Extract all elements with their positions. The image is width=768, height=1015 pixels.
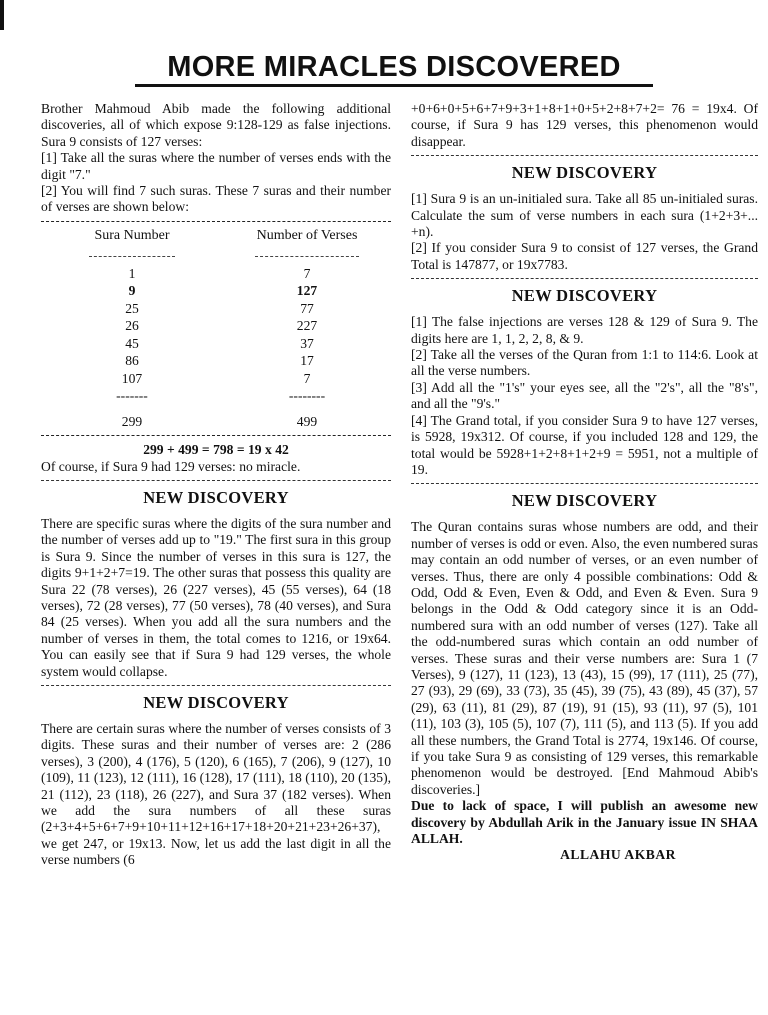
right-column [411,101,758,864]
digits-step-1: [1] The false injections are verses 128 & 129 of Sura 9. The digits here are 1, 1, 2, 2, 8, & 9. [411,314,758,346]
title-underline [135,84,653,87]
header-underline [41,246,223,264]
verse-count-cell: 7 [303,370,311,386]
left-column [41,101,391,869]
table-row [41,282,391,300]
section-heading: NEW DISCOVERY [511,163,658,183]
column-header-sura: Sura Number [94,227,170,243]
closing-phrase: ALLAHU AKBAR [560,847,676,863]
column-header-verses: Number of Verses [256,227,358,243]
table-row [41,265,391,283]
verse-count-cell: 227 [296,318,318,334]
uninitialed-step-2: [2] If you consider Sura 9 to consist of 127 verses, the Grand Total is 147877, or 19x7783. [411,240,758,272]
verses-total: 499 [296,413,318,429]
sura-table-body [41,265,391,388]
total-separator: ------- [116,388,148,404]
sura-number-cell: 25 [125,300,139,316]
intro-step-2: [2] You will find 7 such suras. These 7 suras and their number of verses are shown below: [41,183,391,215]
sura-total: 299 [121,413,143,429]
sura-number-cell: 26 [125,318,139,334]
section-heading: NEW DISCOVERY [511,286,658,306]
table-row [41,352,391,370]
table-row [41,335,391,353]
section-heading: NEW DISCOVERY [511,491,658,511]
sura-number-cell: 86 [125,353,139,369]
digits-step-2: [2] Take all the verses of the Quran from 1:1 to 114:6. Look at all the verse numbers. [411,347,758,379]
sura-table [41,228,391,430]
publication-note: Due to lack of space, I will publish an awesome new discovery by Abdullah Arik in the January issue IN SHAA ALLAH. [411,798,758,847]
sum-equation: 299 + 499 = 798 = 19 x 42 [143,442,289,458]
sura-number-cell: 107 [121,370,143,386]
scan-edge-mark [0,0,4,30]
sura-number-cell: 1 [128,265,136,281]
sura-number-cell: 9 [128,283,136,299]
table-top-rule [41,221,391,222]
section-heading: NEW DISCOVERY [143,693,289,713]
discovery-three-digit-continued: +0+6+0+5+6+7+9+3+1+8+1+0+5+2+8+7+2= 76 = 19x4. Of course, if Sura 9 has 129 verses, this phenomenon would disappear. [411,101,758,149]
uninitialed-step-1: [1] Sura 9 is an un-initialed sura. Take all 85 un-initialed suras. Calculate the sum of verse numbers in each sura (1+2+3+... +n). [411,191,758,240]
verse-count-cell: 77 [300,300,314,316]
section-heading: NEW DISCOVERY [143,487,289,507]
section-divider [411,155,758,156]
discovery-digits-19: There are specific suras where the digits of the sura number and the number of verses add up to "19." The first sura in this group is Sura 9. Since the number of verses in this sura is 127, the digits 9+1+2+7=19. The other suras that possess this quality are Sura 22 (78 verses), 26 (227 verses), 45 (55 verses), 64 (18 verses), 72 (28 verses), 77 (50 verses), 78 (40 verses), and Sura 84 (25 verses). When you add all the sura numbers and the number of verses in them, the total comes to 1216, or 19x64. You can easily see that if Sura 9 had 129 verses, the whole system would collapse. [41,515,391,679]
section-divider [41,685,391,686]
verse-count-cell: 127 [296,283,318,299]
intro-step-1: [1] Take all the suras where the number of verses ends with the digit "7." [41,150,391,182]
table-row [41,370,391,388]
section-divider [411,483,758,484]
header-underline [223,246,391,264]
total-separator: -------- [288,388,326,404]
section-divider [41,480,391,481]
verse-count-cell: 7 [303,265,311,281]
intro-paragraph: Brother Mahmoud Abib made the following additional discoveries, all of which expose 9:128-129 as false injections. Sura 9 consists of 127 verses: [41,101,391,149]
discovery-odd-even: The Quran contains suras whose numbers are odd, and their number of verses is odd or even. Also, the even numbered suras may contain an odd number of verses, or an even number of verses. Thus, there are only 4 possible combinations: Odd & Odd, Odd & Even, Even & Odd, and Even & Even. Sura 9 belongs in the Odd & Odd category since it is an Odd-numbered sura with an odd number of verses (127). Take all the odd-numbered suras which contain an odd number of verses. These suras and their verse numbers are: Sura 1 (7 Verses), 9 (127), 11 (123), 13 (43), 15 (99), 17 (111), 25 (77), 27 (93), 29 (69), 33 (73), 35 (45), 39 (75), 43 (89), 45 (37), 57 (29), 63 (11), 81 (29), 87 (19), 91 (15), 93 (11), 97 (5), 101 (11), 103 (3), 105 (5), 107 (7), 111 (5), and 113 (5). If you add all these numbers, the Grand Total is 2774, 19x146. Of course, if you take Sura 9 as consisting of 129 verses, this remarkable phenomenon would be destroyed. [End Mahmoud Abib's discoveries.] [411,519,758,797]
sura-number-cell: 45 [125,335,139,351]
digits-step-3: [3] Add all the "1's" your eyes see, all the "2's", all the "8's", and all the "9's." [411,379,758,412]
table-row [41,300,391,318]
digits-step-4: [4] The Grand total, if you consider Sura 9 to have 127 verses, is 5928, 19x312. Of course, if you included 128 and 129, the total would be 5928+1+2+8+1+2+9 = 5951, not a multiple of 19. [411,412,758,477]
discovery-three-digit-suras: There are certain suras where the number of verses consists of 3 digits. These suras and their number of verses are: 2 (286 verses), 3 (200), 4 (176), 5 (120), 6 (165), 7 (206), 9 (127), 10 (109), 11 (123), 12 (111), 16 (128), 17 (111), 18 (110), 20 (135), 21 (112), 23 (118), 26 (227), and Sura 37 (182 verses). When we add the sura numbers of all these suras (2+3+4+5+6+7+9+10+11+12+16+17+18+20+21+23+26+37), we get 247, or 19x13. Now, let us add the last digit in all the verse numbers (6 [41,721,391,868]
verse-count-cell: 17 [300,353,314,369]
verse-count-cell: 37 [300,335,314,351]
table-bottom-rule [41,435,391,436]
page-title: MORE MIRACLES DISCOVERED [167,51,621,83]
table-row [41,317,391,335]
section-divider [411,278,758,279]
no-miracle-note: Of course, if Sura 9 had 129 verses: no miracle. [41,458,301,474]
